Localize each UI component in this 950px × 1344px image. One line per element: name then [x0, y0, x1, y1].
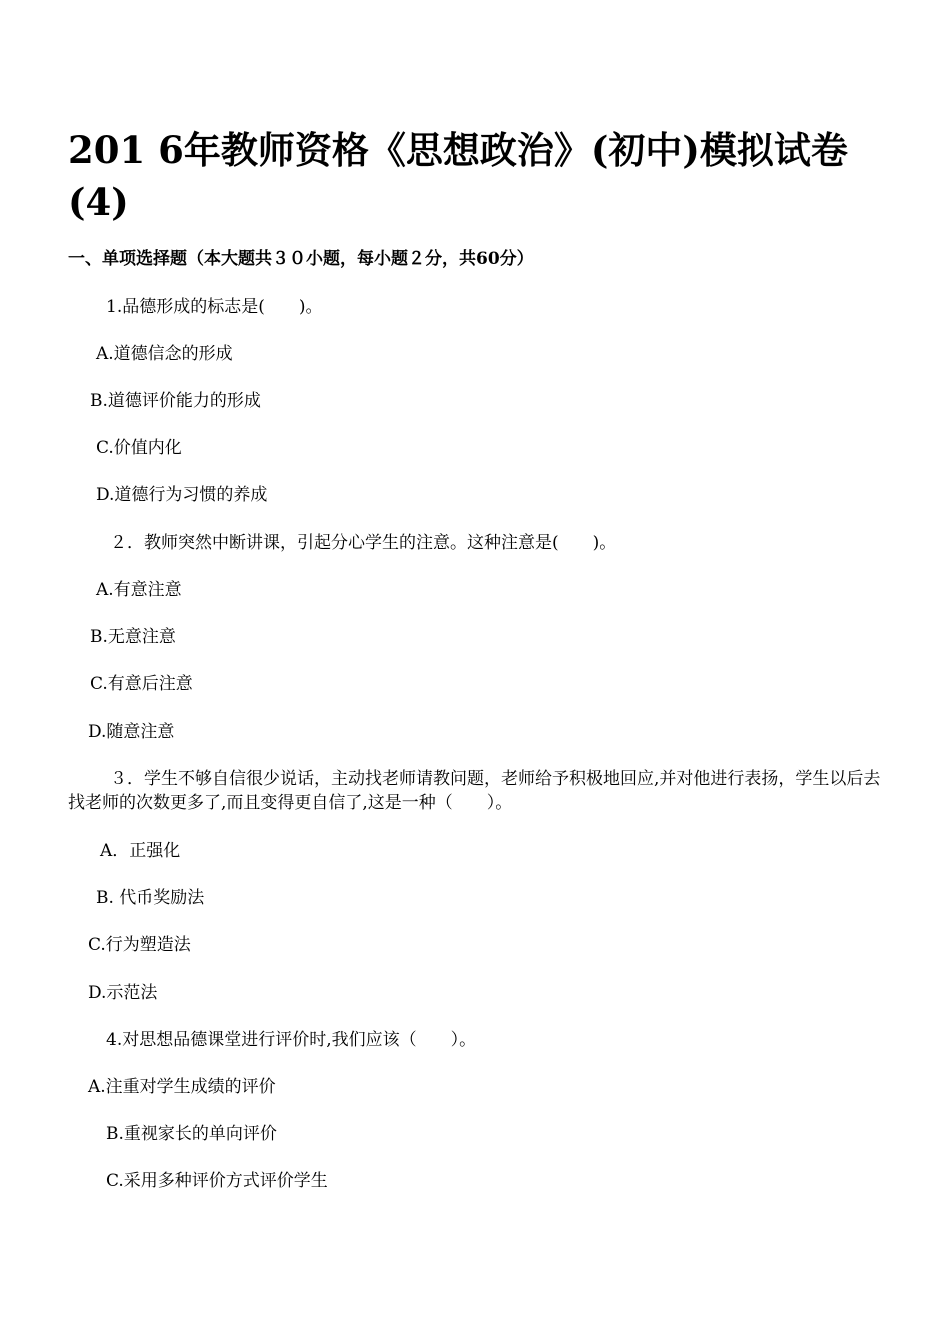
section-heading: 一、单项选择题（本大题共３０小题，每小题２分，共60分） [68, 249, 534, 269]
question-1-option-c: C.价值内化 [96, 438, 182, 458]
question-1-option-d: D.道德行为习惯的养成 [96, 485, 268, 505]
question-2-option-c: C.有意后注意 [90, 674, 193, 694]
question-4-option-b: B.重视家长的单向评价 [106, 1124, 277, 1144]
question-3-option-c: C.行为塑造法 [88, 935, 191, 955]
question-1-stem: 1.品德形成的标志是( )。 [106, 297, 323, 317]
question-4-stem: 4.对思想品德课堂进行评价时,我们应该（ ）。 [106, 1030, 477, 1050]
question-2-option-d: D.随意注意 [88, 722, 175, 742]
question-4-option-a: A.注重对学生成绩的评价 [88, 1077, 276, 1097]
question-2-option-b: B.无意注意 [90, 627, 176, 647]
question-1-option-b: B.道德评价能力的形成 [90, 391, 261, 411]
question-1-option-a: A.道德信念的形成 [96, 344, 233, 364]
question-4-option-c: C.采用多种评价方式评价学生 [106, 1171, 328, 1191]
question-3-stem: ３．学生不够自信很少说话，主动找老师请教问题，老师给予积极地回应,并对他进行表扬，学生以后去找老师的次数更多了,而且变得更自信了,这是一种（ ）。 [68, 769, 881, 813]
question-3-option-d: D.示范法 [88, 983, 158, 1003]
question-2-option-a: A.有意注意 [96, 580, 182, 600]
question-3-option-a: A．正强化 [100, 841, 181, 861]
question-2-stem: ２．教师突然中断讲课，引起分心学生的注意。这种注意是( )。 [110, 533, 617, 553]
question-3-option-b: B. 代币奖励法 [96, 888, 205, 908]
document-title: 201 6年教师资格《思想政治》(初中)模拟试卷(4) [68, 128, 848, 224]
